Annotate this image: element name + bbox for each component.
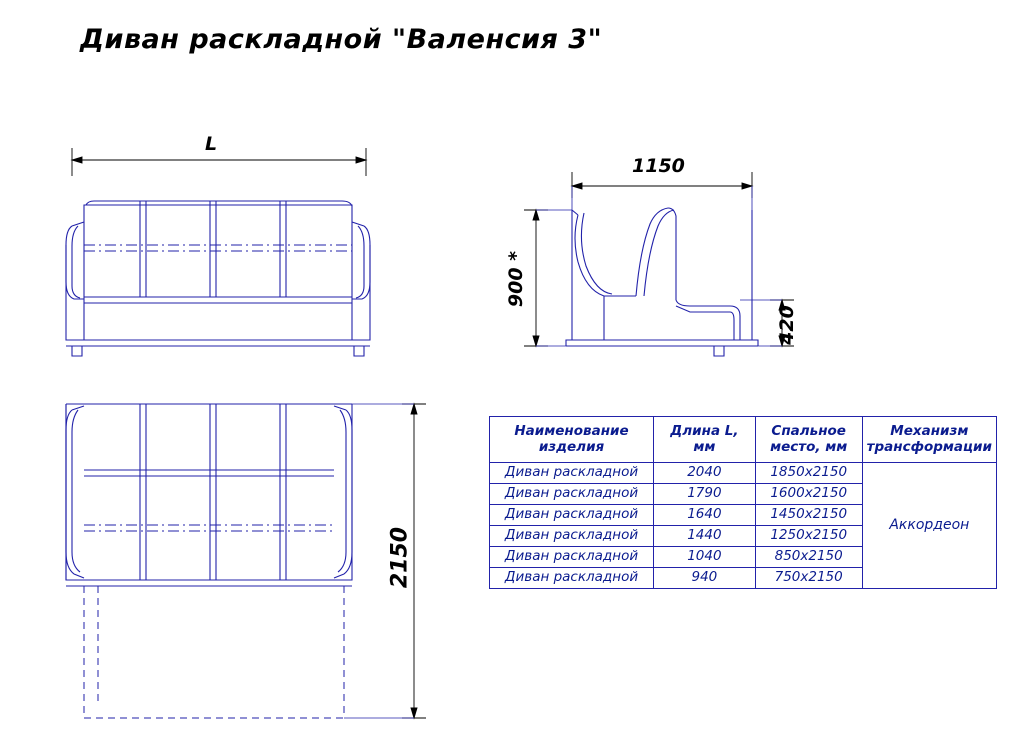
- cell-sleeping-size: 1850х2150: [755, 463, 862, 484]
- column-header-mechanism-line2: трансформации: [866, 438, 992, 455]
- cell-length: 1790: [654, 484, 756, 505]
- column-header-name-line1: Наименование: [514, 422, 629, 439]
- column-header-mechanism-line1: Механизм: [890, 422, 969, 439]
- column-header-name: [490, 417, 654, 463]
- cell-sleeping-size: 1250х2150: [755, 526, 862, 547]
- side-height-dimension: [524, 210, 548, 346]
- column-header-mechanism: [862, 417, 996, 463]
- table-row: [490, 463, 997, 484]
- specification-table: [489, 416, 997, 589]
- cell-length: 1040: [654, 547, 756, 568]
- cell-length: 1440: [654, 526, 756, 547]
- cell-length: 940: [654, 568, 756, 589]
- column-header-length-line1: Длина L, мм: [670, 422, 739, 455]
- cell-sleeping-size: 850х2150: [755, 547, 862, 568]
- cell-product-name: Диван раскладной: [490, 484, 654, 505]
- side-width-dimension-label: 1150: [632, 155, 685, 177]
- cell-product-name: Диван раскладной: [490, 505, 654, 526]
- cell-mechanism: Аккордеон: [862, 463, 996, 589]
- table-header-row: [490, 417, 997, 463]
- page-title: Диван раскладной "Валенсия 3": [80, 24, 603, 55]
- front-width-dimension: [72, 148, 366, 176]
- cell-product-name: Диван раскладной: [490, 463, 654, 484]
- column-header-length: [654, 417, 756, 463]
- column-header-name-line2: изделия: [538, 438, 605, 455]
- plan-depth-dimension-label: 2150: [387, 526, 413, 589]
- cell-sleeping-size: 1450х2150: [755, 505, 862, 526]
- cell-length: 1640: [654, 505, 756, 526]
- column-header-sleeping-line1: Спальное: [771, 422, 846, 439]
- cell-product-name: Диван раскладной: [490, 526, 654, 547]
- side-view-body: [566, 208, 758, 356]
- column-header-sleeping: [755, 417, 862, 463]
- front-width-dimension-label: L: [205, 133, 218, 155]
- cell-length: 2040: [654, 463, 756, 484]
- column-header-sleeping-line2: место, мм: [770, 438, 848, 455]
- seat-height-dimension-label: 420: [776, 305, 798, 345]
- plan-view-body: [66, 404, 352, 586]
- cell-product-name: Диван раскладной: [490, 547, 654, 568]
- cell-product-name: Диван раскладной: [490, 568, 654, 589]
- cell-sleeping-size: 1600х2150: [755, 484, 862, 505]
- front-view-body: [66, 201, 370, 356]
- side-height-dimension-label: 900 *: [505, 250, 527, 308]
- cell-sleeping-size: 750х2150: [755, 568, 862, 589]
